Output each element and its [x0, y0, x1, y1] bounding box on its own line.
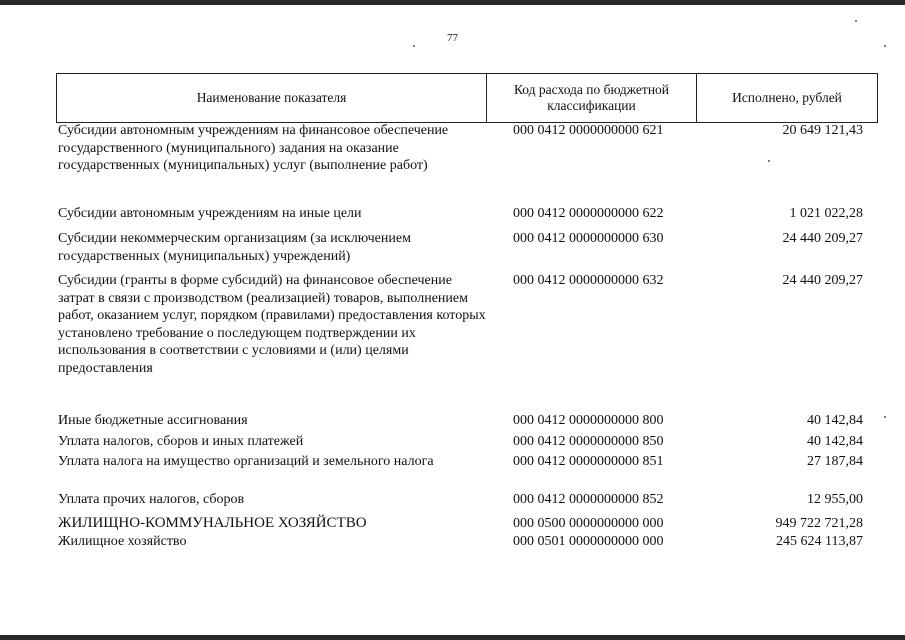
row-name: Субсидии автономным учреждениям на иные цели	[58, 206, 362, 221]
header-amount: Исполнено, рублей	[732, 90, 842, 105]
header-name: Наименование показателя	[57, 74, 487, 122]
row-name: Субсидии автономным учреждениям на финансовое обеспечение государственного (муниципального) задания на оказание государственных (муниципальных) услуг (выполнение работ)	[58, 123, 449, 173]
scan-border-bottom	[0, 635, 905, 640]
row-code: 000 0501 0000000000 000	[513, 534, 664, 549]
scan-speck	[884, 45, 886, 47]
row-code: 000 0412 0000000000 852	[513, 492, 664, 507]
row-name: Субсидии некоммерческим организациям (за исключением государственных (муниципальных) учреждений)	[58, 231, 411, 264]
row-code: 000 0412 0000000000 851	[513, 454, 664, 469]
page-number: 77	[447, 32, 458, 44]
row-amount: 27 187,84	[807, 454, 863, 469]
scan-border-top	[0, 0, 905, 5]
row-amount: 949 722 721,28	[775, 516, 863, 531]
scan-speck	[884, 416, 886, 418]
row-name: Субсидии (гранты в форме субсидий) на финансовое обеспечение затрат в связи с производством (реализацией) товаров, выполнением работ, оказанием услуг, порядком (правилами) предоставления которых установлено требование о последующем подтверждении их использования в соответствии с условиями и (или) целями предоставления	[58, 273, 486, 376]
row-code: 000 0500 0000000000 000	[513, 516, 664, 531]
row-name: ЖИЛИЩНО-КОММУНАЛЬНОЕ ХОЗЯЙСТВО	[58, 515, 367, 531]
header-code: Код расхода по бюджетной классификации	[487, 74, 697, 122]
scan-speck	[768, 160, 770, 162]
row-amount: 24 440 209,27	[782, 231, 863, 246]
row-code: 000 0412 0000000000 630	[513, 231, 664, 246]
scan-speck	[855, 20, 857, 22]
row-amount: 24 440 209,27	[782, 273, 863, 288]
row-code: 000 0412 0000000000 850	[513, 434, 664, 449]
table-header	[56, 73, 878, 123]
row-name: Иные бюджетные ассигнования	[58, 413, 248, 428]
row-code: 000 0412 0000000000 632	[513, 273, 664, 288]
row-amount: 245 624 113,87	[776, 534, 863, 549]
row-amount: 12 955,00	[807, 492, 863, 507]
row-name: Уплата прочих налогов, сборов	[58, 492, 245, 507]
row-name: Жилищное хозяйство	[58, 534, 187, 549]
row-amount: 1 021 022,28	[789, 206, 863, 221]
row-amount: 40 142,84	[807, 434, 863, 449]
scan-speck	[413, 45, 415, 47]
row-amount: 40 142,84	[807, 413, 863, 428]
row-name: Уплата налога на имущество организаций и земельного налога	[58, 454, 434, 469]
row-code: 000 0412 0000000000 622	[513, 206, 664, 221]
row-code: 000 0412 0000000000 800	[513, 413, 664, 428]
row-name: Уплата налогов, сборов и иных платежей	[58, 434, 304, 449]
row-code: 000 0412 0000000000 621	[513, 123, 664, 138]
row-amount: 20 649 121,43	[782, 123, 863, 138]
